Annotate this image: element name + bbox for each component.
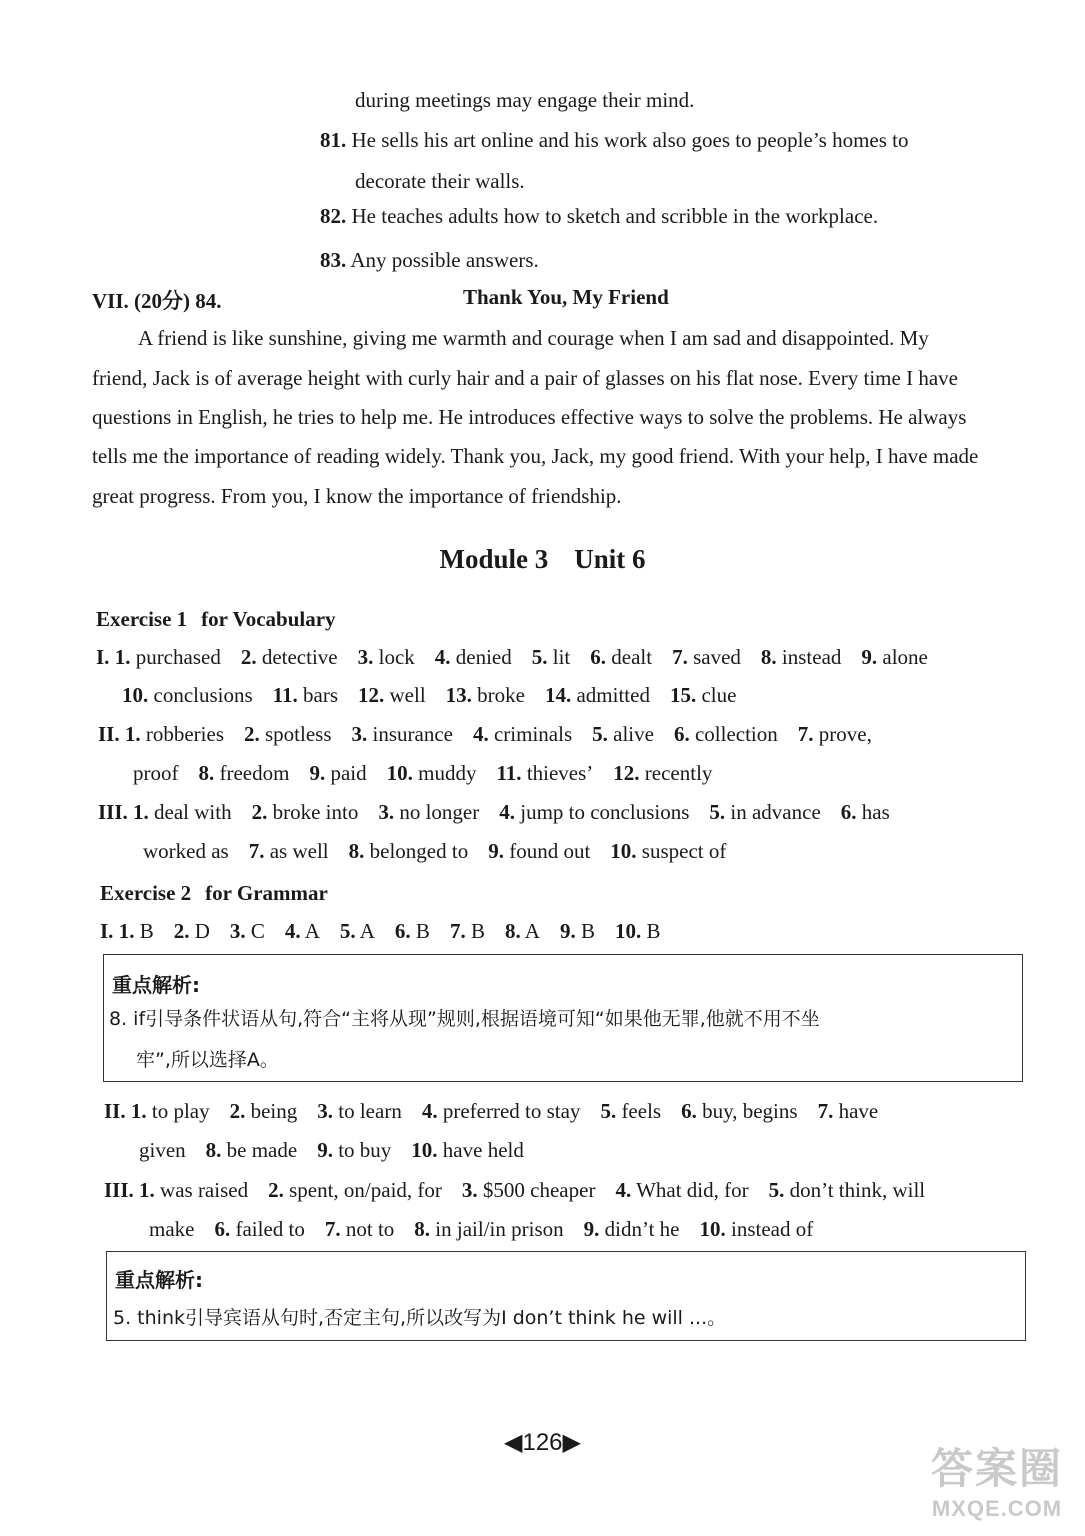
analysis-box-2 <box>106 1251 1026 1341</box>
item-number: 4. <box>284 919 301 943</box>
item-number: 2. <box>173 919 190 943</box>
answer-item <box>358 645 415 669</box>
item-answer: bars <box>303 683 338 707</box>
answer-item <box>317 1099 402 1123</box>
item-answer: A <box>359 919 375 943</box>
item-answer: instead <box>781 645 842 669</box>
item-answer: freedom <box>219 761 290 785</box>
item-number: 10. <box>122 683 149 707</box>
answer-item <box>674 722 778 746</box>
item-number: 9. <box>861 645 878 669</box>
item-number: 2. <box>244 722 260 746</box>
item-number: 6. <box>681 1099 697 1123</box>
item-answer: in jail/in prison <box>435 1217 564 1241</box>
answer-item <box>615 919 661 943</box>
exercise-subtitle: for Vocabulary <box>201 607 336 631</box>
item-number: 12. <box>358 683 385 707</box>
item-number: 1. <box>130 1099 147 1123</box>
item-answer: recently <box>644 761 713 785</box>
answer-80-continuation: during meetings may engage their mind. <box>355 88 695 112</box>
item-number: 14. <box>544 683 572 707</box>
item-number: 10. <box>699 1217 726 1241</box>
ex1-part-ii-row-1 <box>98 724 892 745</box>
item-answer: preferred to stay <box>442 1099 581 1123</box>
item-answer: denied <box>455 645 512 669</box>
item-answer: be made <box>226 1138 298 1162</box>
item-answer: don’t think, will <box>789 1178 926 1202</box>
answer-item <box>244 722 332 746</box>
item-number: 9. <box>309 761 326 785</box>
answer-item <box>615 1178 748 1202</box>
item-number: 5. <box>592 722 608 746</box>
item-answer: worked as <box>143 839 229 863</box>
exercise-title: Exercise 2 <box>100 881 192 905</box>
answer-item <box>435 645 512 669</box>
watermark-bottom-text: MXQE.COM <box>931 1496 1063 1521</box>
answer-item <box>818 1099 879 1123</box>
item-answer: was raised <box>160 1178 249 1202</box>
item-number: 5. <box>339 919 356 943</box>
item-answer: prove, <box>818 722 872 746</box>
item-group <box>115 645 948 669</box>
item-answer: found out <box>509 839 591 863</box>
item-number: 4. <box>434 645 451 669</box>
item-answer: failed to <box>235 1217 305 1241</box>
item-number: 7. <box>797 722 814 746</box>
answer-item <box>798 722 872 746</box>
item-answer: buy, begins <box>702 1099 798 1123</box>
answer-item <box>681 1099 797 1123</box>
item-number: 6. <box>590 645 607 669</box>
answer-81 <box>320 130 909 151</box>
unit-title: Unit 6 <box>574 544 646 574</box>
item-number: 12. <box>613 761 640 785</box>
item-number: 8. <box>348 839 365 863</box>
answer-item <box>122 683 253 707</box>
answer-item <box>545 683 650 707</box>
item-answer: belonged to <box>369 839 469 863</box>
item-answer: broke into <box>272 800 359 824</box>
item-group <box>139 1138 544 1162</box>
item-number: 8. <box>760 645 777 669</box>
answer-item <box>273 683 338 707</box>
essay-line: friend, Jack is of average height with curly hair and a pair of glasses on his flat nose. Every time I have <box>92 366 958 390</box>
item-number: 4. <box>499 800 515 824</box>
answer-item <box>613 761 712 785</box>
answer-item <box>505 919 540 943</box>
item-number: 15. <box>669 683 697 707</box>
ex1-part-i-row-2 <box>122 685 756 706</box>
item-answer: as well <box>269 839 329 863</box>
item-answer: criminals <box>493 722 573 746</box>
analysis-text: 5. think引导宾语从句时,否定主句,所以改写为I don’t think he will ...。 <box>113 1307 727 1329</box>
item-answer: detective <box>261 645 338 669</box>
answer-item <box>473 722 572 746</box>
answer-item <box>139 1178 248 1202</box>
item-group <box>143 839 746 863</box>
item-number: 6. <box>394 919 411 943</box>
item-answer: have <box>838 1099 879 1123</box>
item-answer: instead of <box>730 1217 814 1241</box>
item-number: 13. <box>445 683 472 707</box>
item-number: 9. <box>317 1138 333 1162</box>
item-answer: C <box>250 919 265 943</box>
item-answer: dealt <box>611 645 653 669</box>
item-group <box>149 1217 833 1241</box>
exercise-subtitle: for Grammar <box>205 881 328 905</box>
item-number: 2. <box>240 645 257 669</box>
item-number: 3. <box>461 1178 478 1202</box>
item-number: 10. <box>411 1138 438 1162</box>
item-number: 11. <box>272 683 298 707</box>
answer-item <box>133 761 179 785</box>
answer-item <box>761 645 841 669</box>
item-answer: lit <box>552 645 571 669</box>
item-group <box>133 761 732 785</box>
item-number: 1. <box>124 722 141 746</box>
answer-item <box>378 800 479 824</box>
item-answer: suspect of <box>641 839 727 863</box>
answer-item <box>672 645 741 669</box>
ex2-part-i-row <box>100 921 681 942</box>
item-number: 10. <box>614 919 642 943</box>
item-answer: to play <box>151 1099 210 1123</box>
item-answer: A <box>304 919 320 943</box>
item-number: 10. <box>610 839 637 863</box>
ex2-part-ii-row-1 <box>104 1101 898 1122</box>
item-answer: spotless <box>265 722 332 746</box>
answer-item <box>592 722 654 746</box>
analysis-title: 重点解析: <box>115 1268 203 1292</box>
part-label: II. <box>104 1099 126 1123</box>
item-number: 81. <box>320 128 347 152</box>
answer-item <box>349 839 469 863</box>
part-label: III. <box>98 800 128 824</box>
item-number: 3. <box>229 919 246 943</box>
item-answer: alive <box>613 722 654 746</box>
item-number: 1. <box>133 800 149 824</box>
item-number: 10. <box>386 761 413 785</box>
section-vii-label: VII. (20分) 84. <box>92 289 222 313</box>
answer-item <box>139 1138 186 1162</box>
item-number: 7. <box>449 919 466 943</box>
answer-item <box>446 683 525 707</box>
item-number: 7. <box>324 1217 341 1241</box>
answer-item <box>149 1217 194 1241</box>
answer-item <box>230 1099 298 1123</box>
item-number: 6. <box>214 1217 231 1241</box>
item-answer: collection <box>694 722 778 746</box>
item-number: 11. <box>496 761 522 785</box>
item-group <box>133 800 910 824</box>
item-number: 7. <box>672 645 688 669</box>
answer-item <box>252 800 359 824</box>
item-number: 8. <box>414 1217 431 1241</box>
item-answer: A <box>524 919 540 943</box>
item-answer: broke <box>477 683 525 707</box>
answer-item <box>174 919 210 943</box>
item-number: 3. <box>378 800 395 824</box>
item-answer: spent, on/paid, for <box>289 1178 442 1202</box>
answer-item <box>699 1217 813 1241</box>
part-label: I. <box>100 919 114 943</box>
essay-line: A friend is like sunshine, giving me warmth and courage when I am sad and disappointed. My <box>138 326 929 350</box>
item-answer: deal with <box>154 800 232 824</box>
answer-item <box>131 1099 210 1123</box>
item-answer: B <box>415 919 430 943</box>
item-number: 6. <box>840 800 857 824</box>
item-answer: to learn <box>338 1099 402 1123</box>
item-answer: alone <box>882 645 928 669</box>
answer-item <box>488 839 590 863</box>
essay-line: great progress. From you, I know the importance of friendship. <box>92 484 622 508</box>
item-answer: D <box>194 919 210 943</box>
ex1-part-iii-row-1 <box>98 802 910 823</box>
answer-item <box>230 919 265 943</box>
item-number: 82. <box>320 204 347 228</box>
item-answer: well <box>389 683 426 707</box>
answer-text: He sells his art online and his work also goes to people’s homes to <box>351 128 909 152</box>
item-group <box>131 1099 898 1123</box>
item-group <box>125 722 892 746</box>
item-answer: purchased <box>135 645 221 669</box>
answer-item <box>462 1178 596 1202</box>
answer-item <box>411 1138 524 1162</box>
answer-item <box>285 919 320 943</box>
answer-item <box>590 645 652 669</box>
answer-83 <box>320 250 539 271</box>
item-answer: thieves’ <box>526 761 594 785</box>
item-answer: in advance <box>730 800 821 824</box>
answer-item <box>395 919 430 943</box>
item-number: 7. <box>248 839 265 863</box>
item-number: 9. <box>583 1217 600 1241</box>
item-number: 1. <box>139 1178 155 1202</box>
item-answer: make <box>149 1217 195 1241</box>
answer-item <box>119 919 154 943</box>
item-answer: has <box>861 800 890 824</box>
item-number: 5. <box>531 645 548 669</box>
analysis-text: 8. if引导条件状语从句,符合“主将从现”规则,根据语境可知“如果他无罪,他就不用不坐 <box>109 1008 820 1030</box>
part-label: II. <box>98 722 120 746</box>
item-number: 3. <box>351 722 368 746</box>
ex1-part-ii-row-2 <box>133 763 732 784</box>
answer-item <box>422 1099 581 1123</box>
answer-item <box>861 645 927 669</box>
analysis-title: 重点解析: <box>112 973 200 997</box>
item-number: 9. <box>559 919 576 943</box>
item-number: 2. <box>268 1178 284 1202</box>
answer-item <box>241 645 338 669</box>
analysis-text: 牢”,所以选择A。 <box>136 1049 279 1071</box>
answer-item <box>125 722 224 746</box>
page-number: ◀126▶ <box>504 1429 581 1456</box>
answer-item <box>325 1217 394 1241</box>
item-number: 2. <box>251 800 268 824</box>
ex2-part-iii-row-1 <box>104 1180 945 1201</box>
item-number: 9. <box>488 839 504 863</box>
answer-item <box>532 645 571 669</box>
answer-item <box>214 1217 304 1241</box>
item-number: 8. <box>504 919 521 943</box>
item-answer: to buy <box>338 1138 392 1162</box>
answer-item <box>268 1178 442 1202</box>
item-answer: robberies <box>145 722 224 746</box>
answer-item <box>841 800 890 824</box>
item-answer: admitted <box>576 683 650 707</box>
answer-item <box>249 839 329 863</box>
item-answer: no longer <box>399 800 480 824</box>
item-number: 5. <box>709 800 726 824</box>
ex1-part-i-row-1 <box>96 647 948 668</box>
answer-item <box>115 645 221 669</box>
item-group <box>122 683 756 707</box>
item-answer: not to <box>345 1217 395 1241</box>
item-number: 8. <box>205 1138 222 1162</box>
answer-item <box>358 683 426 707</box>
answer-item <box>560 919 595 943</box>
item-number: 4. <box>615 1178 632 1202</box>
answer-item <box>133 800 232 824</box>
answer-item <box>499 800 689 824</box>
answer-item <box>670 683 736 707</box>
item-answer: have held <box>442 1138 524 1162</box>
item-number: 5. <box>768 1178 785 1202</box>
item-answer: lock <box>378 645 415 669</box>
essay-line: tells me the importance of reading widely. Thank you, Jack, my good friend. With your help, I have made <box>92 444 979 468</box>
item-number: 8. <box>198 761 215 785</box>
item-answer: feels <box>621 1099 662 1123</box>
watermark-logo <box>931 1436 1063 1522</box>
answer-82 <box>320 206 878 227</box>
item-answer: being <box>250 1099 298 1123</box>
item-answer: insurance <box>372 722 453 746</box>
item-answer: $500 cheaper <box>482 1178 596 1202</box>
ex1-part-iii-row-2 <box>143 841 746 862</box>
item-answer: B <box>470 919 485 943</box>
answer-text: Any possible answers. <box>350 248 539 272</box>
answer-item <box>414 1217 563 1241</box>
answer-item <box>317 1138 391 1162</box>
answer-item <box>600 1099 661 1123</box>
item-number: 5. <box>600 1099 617 1123</box>
item-answer: What did, for <box>636 1178 749 1202</box>
item-answer: B <box>580 919 595 943</box>
answer-item <box>309 761 366 785</box>
module-unit-title <box>0 544 1085 575</box>
essay-line: questions in English, he tries to help me. He introduces effective ways to solve the problems. He always <box>92 405 967 429</box>
answer-item <box>709 800 820 824</box>
exercise-title: Exercise 1 <box>96 607 188 631</box>
item-group <box>139 1178 945 1202</box>
item-answer: jump to conclusions <box>520 800 690 824</box>
answer-item <box>496 761 593 785</box>
part-label: I. <box>96 645 110 669</box>
item-answer: paid <box>330 761 367 785</box>
item-number: 3. <box>357 645 374 669</box>
module-title: Module 3 <box>439 544 549 574</box>
item-number: 3. <box>317 1099 334 1123</box>
item-number: 6. <box>673 722 690 746</box>
watermark-top-text: 答案圈 <box>930 1445 1063 1492</box>
answer-item <box>206 1138 298 1162</box>
item-number: 4. <box>421 1099 438 1123</box>
ex2-part-iii-row-2 <box>149 1219 833 1240</box>
item-answer: conclusions <box>153 683 253 707</box>
answer-item <box>352 722 453 746</box>
item-number: 4. <box>472 722 489 746</box>
answer-item <box>584 1217 680 1241</box>
ex2-part-ii-row-2 <box>139 1140 544 1161</box>
item-answer: B <box>139 919 154 943</box>
analysis-box-1 <box>103 954 1023 1082</box>
item-number: 83. <box>320 248 347 272</box>
item-group <box>119 919 681 943</box>
item-answer: given <box>139 1138 186 1162</box>
answer-item <box>387 761 477 785</box>
item-answer: clue <box>701 683 737 707</box>
item-answer: didn’t he <box>604 1217 680 1241</box>
answer-item <box>143 839 229 863</box>
answer-text: He teaches adults how to sketch and scribble in the workplace. <box>351 204 879 228</box>
answer-item <box>610 839 726 863</box>
item-answer: B <box>646 919 661 943</box>
item-answer: proof <box>133 761 179 785</box>
exercise-2-heading <box>100 883 328 904</box>
answer-item <box>769 1178 926 1202</box>
item-number: 1. <box>114 645 131 669</box>
answer-item <box>450 919 485 943</box>
answer-81-continuation: decorate their walls. <box>355 169 525 193</box>
item-number: 2. <box>229 1099 246 1123</box>
essay-title: Thank You, My Friend <box>463 285 669 309</box>
part-label: III. <box>104 1178 134 1202</box>
answer-item <box>199 761 290 785</box>
item-answer: saved <box>693 645 741 669</box>
item-number: 1. <box>118 919 135 943</box>
exercise-1-heading <box>96 609 336 630</box>
item-number: 7. <box>817 1099 834 1123</box>
item-answer: muddy <box>418 761 477 785</box>
answer-item <box>340 919 375 943</box>
